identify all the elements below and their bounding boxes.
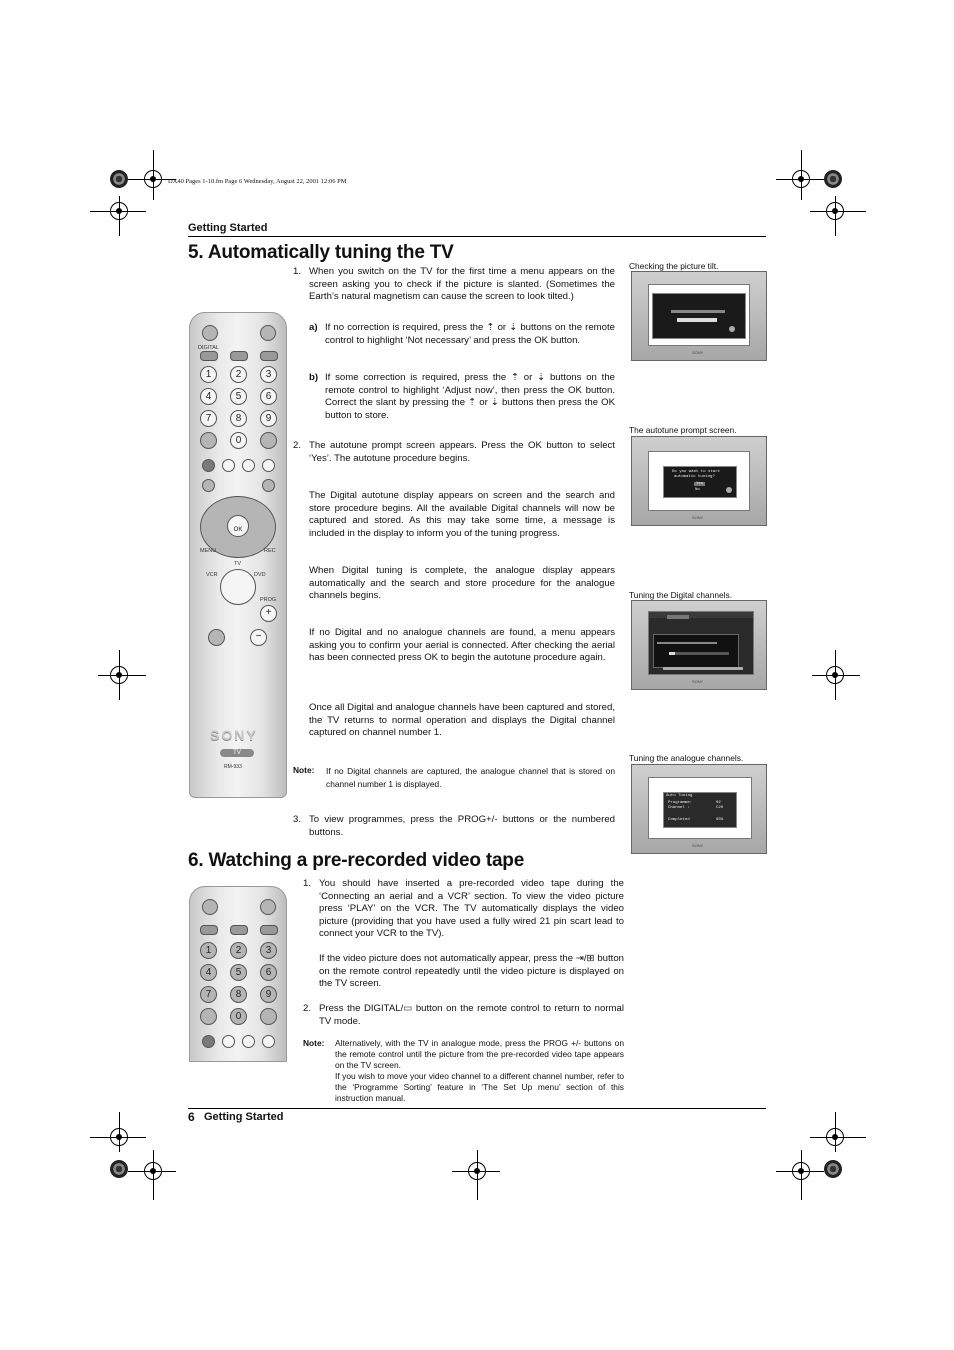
digital-progress-bar	[669, 652, 729, 655]
digit-button-1[interactable]: 1	[200, 366, 217, 383]
digit-button-3[interactable]: 3	[260, 942, 277, 959]
print-header: DX40 Pages 1-10.fm Page 6 Wednesday, August 22, 2001 12:06 PM	[168, 178, 347, 185]
footer-label: Getting Started	[204, 1111, 284, 1123]
header-rule	[188, 236, 766, 237]
caption-digital: Tuning the Digital channels.	[629, 590, 733, 600]
red-button[interactable]	[202, 459, 215, 472]
step2-text: The autotune prompt screen appears. Press the OK button to select ‘Yes’. The autotune procedure begins.	[309, 440, 615, 464]
digit-button-2[interactable]: 2	[230, 366, 247, 383]
tv-screen-prompt: Do you want to start automatic tuning? Yes No SONY	[631, 436, 767, 526]
remote-model: RM-933	[224, 764, 242, 770]
digit-button-4[interactable]: 4	[200, 964, 217, 981]
remote-tv-badge: TV	[220, 749, 254, 757]
yellow-button[interactable]	[242, 459, 255, 472]
previous-channel-button[interactable]	[260, 432, 277, 449]
digit-button-5[interactable]: 5	[230, 964, 247, 981]
digit-button-8[interactable]: 8	[230, 986, 247, 1003]
teletext-button[interactable]	[230, 351, 248, 361]
remote-control-partial	[189, 886, 287, 1062]
red-button[interactable]	[202, 1035, 215, 1048]
digit-button-9[interactable]: 9	[260, 410, 277, 427]
video-note2-text: If you wish to move your video channel to a different channel number, refer to the ‘Programme Sorting’ feature in ‘The Set Up menu’ section of this instruction manual.	[335, 1071, 624, 1103]
input-select-button[interactable]	[260, 351, 278, 361]
color-target-bottom-right	[824, 1160, 842, 1178]
previous-channel-button[interactable]	[260, 1008, 277, 1025]
video-step1-text: You should have inserted a pre-recorded video tape during the ‘Connecting an aerial and a VCR’ section. To view the video picture press ‘PLAY’ on the VCR. The TV automatically displays the video picture (providing that you have used a fully wired 21 pin scart lead to connect your VCR to the TV).	[319, 878, 624, 939]
step-number: 2.	[293, 440, 302, 451]
tv-screen-analogue: Auto Tuning Programme: 02 Channel : C20 Completed 95% SONY	[631, 764, 767, 854]
digit-button-2[interactable]: 2	[230, 942, 247, 959]
section-label: Getting Started	[188, 222, 268, 234]
teletext-button[interactable]	[230, 925, 248, 935]
digit-button-9[interactable]: 9	[260, 986, 277, 1003]
tv-screen-tilt: SONY	[631, 271, 767, 361]
digit-button-4[interactable]: 4	[200, 388, 217, 405]
input-select-button[interactable]	[260, 925, 278, 935]
yellow-button[interactable]	[242, 1035, 255, 1048]
analogue-tuning-panel: Auto Tuning Programme: 02 Channel : C20 Completed 95%	[663, 792, 737, 828]
tuning-complete-paragraph: Once all Digital and analogue channels have been captured and stored, the TV returns to normal operation and displays the Digital channel captured on channel number 1.	[309, 702, 615, 738]
footer-rule	[188, 1108, 766, 1109]
note-text: If no Digital channels are captured, the analogue channel that is stored on channel number 1 is displayed.	[326, 766, 615, 789]
blue-button[interactable]	[262, 1035, 275, 1048]
prog-minus-button[interactable]: −	[250, 629, 267, 646]
page-number: 6	[188, 1110, 195, 1124]
video-note1-text: Alternatively, with the TV in analogue mode, press the PROG +/- buttons on the remote control until the picture from the pre-recorded video tape appears on the TV screen.	[335, 1038, 624, 1070]
blue-button[interactable]	[262, 459, 275, 472]
caption-prompt: The autotune prompt screen.	[629, 425, 737, 435]
tilt-indicator-icon	[729, 326, 735, 332]
substep-a-label: a)	[309, 322, 318, 333]
remote-brand-logo: SONY	[210, 727, 258, 743]
substep-a-text: If no correction is required, press the ⇡ or ⇣ buttons on the remote control to highlight ‘Not necessary’ and press the OK button.	[325, 322, 615, 346]
ok-button[interactable]: OK	[227, 515, 249, 537]
substep-b-label: b)	[309, 372, 319, 383]
digital-autotune-paragraph: The Digital autotune display appears on screen and the search and store procedure begins. All the available Digital channels will now be captured and stored. As this may take some time, a message is included in the display to inform you of the tuning progress.	[309, 490, 615, 539]
tv-standby-button[interactable]	[202, 899, 218, 915]
prog-plus-button[interactable]: +	[260, 605, 277, 622]
video-step2-text: Press the DIGITAL/▭ button on the remote control to return to normal TV mode.	[319, 1003, 624, 1027]
remote-control: DIGITAL 1 2 3 4 5 6 7 8 9 0 OK MENU REC TV VCR DVD PROG + − SONY TV RM-933	[189, 312, 287, 798]
prompt-yes-option: Yes	[696, 482, 704, 486]
digit-button-7[interactable]: 7	[200, 410, 217, 427]
color-target-bottom-left	[110, 1160, 128, 1178]
caption-tilt: Checking the picture tilt.	[629, 261, 719, 271]
tv-standby-button[interactable]	[202, 325, 218, 341]
green-button[interactable]	[222, 459, 235, 472]
guide-button[interactable]	[202, 479, 215, 492]
caption-analogue: Tuning the analogue channels.	[629, 753, 744, 763]
vcr-dvd-control-ring[interactable]	[220, 569, 256, 605]
step-number: 3.	[293, 814, 302, 825]
info-button[interactable]	[200, 432, 217, 449]
prompt-dialog: Do you want to start automatic tuning? Yes No	[663, 466, 737, 498]
step1-text: When you switch on the TV for the first time a menu appears on the screen asking you to check if the picture is slanted. (Sometimes the Earth’s natural magnetism can cause the screen to look tilted.)	[309, 266, 615, 302]
digit-button-8[interactable]: 8	[230, 410, 247, 427]
volume-button[interactable]	[208, 629, 225, 646]
color-target-top-right	[824, 170, 842, 188]
section5-title: 5. Automatically tuning the TV	[188, 242, 454, 263]
digit-button-0[interactable]: 0	[230, 1008, 247, 1025]
digital-button[interactable]	[200, 925, 218, 935]
digit-button-6[interactable]: 6	[260, 388, 277, 405]
color-target-top-left	[110, 170, 128, 188]
step-number: 1.	[303, 878, 312, 889]
power-button[interactable]	[260, 899, 276, 915]
no-channels-paragraph: If no Digital and no analogue channels are found, a menu appears asking you to confirm your aerial is connected. After checking the aerial has been connected press OK to begin the autotune procedure again.	[309, 627, 615, 663]
ok-icon	[726, 487, 732, 493]
substep-b-text: If some correction is required, press the ⇡ or ⇣ buttons on the remote control to highlight ‘Adjust now’, then press the OK button. Correct the slant by pressing the ⇡ or ⇣ buttons then press the OK button to store.	[325, 372, 615, 421]
info-button[interactable]	[200, 1008, 217, 1025]
digit-button-3[interactable]: 3	[260, 366, 277, 383]
prompt-no-option: No	[695, 488, 700, 492]
digit-button-0[interactable]: 0	[230, 432, 247, 449]
step3-text: To view programmes, press the PROG+/- buttons or the numbered buttons.	[309, 814, 615, 838]
digit-button-6[interactable]: 6	[260, 964, 277, 981]
step-number: 2.	[303, 1003, 312, 1014]
note-label: Note:	[293, 765, 315, 775]
section6-title: 6. Watching a pre-recorded video tape	[188, 850, 525, 871]
tilt-menu	[652, 293, 746, 339]
note-label: Note:	[303, 1038, 325, 1048]
digit-button-7[interactable]: 7	[200, 986, 217, 1003]
power-button[interactable]	[260, 325, 276, 341]
text-button[interactable]	[262, 479, 275, 492]
tv-screen-digital: SONY	[631, 600, 767, 690]
green-button[interactable]	[222, 1035, 235, 1048]
digit-button-1[interactable]: 1	[200, 942, 217, 959]
digit-button-5[interactable]: 5	[230, 388, 247, 405]
step-number: 1.	[293, 266, 302, 277]
analogue-autotune-paragraph: When Digital tuning is complete, the analogue display appears automatically and the search and store procedure for the analogue channels begins.	[309, 565, 615, 601]
video-step1b-text: If the video picture does not automatically appear, press the ⇥/⊞ button on the remote control repeatedly until the video picture is displayed on the TV screen.	[319, 953, 624, 989]
digital-button[interactable]	[200, 351, 218, 361]
